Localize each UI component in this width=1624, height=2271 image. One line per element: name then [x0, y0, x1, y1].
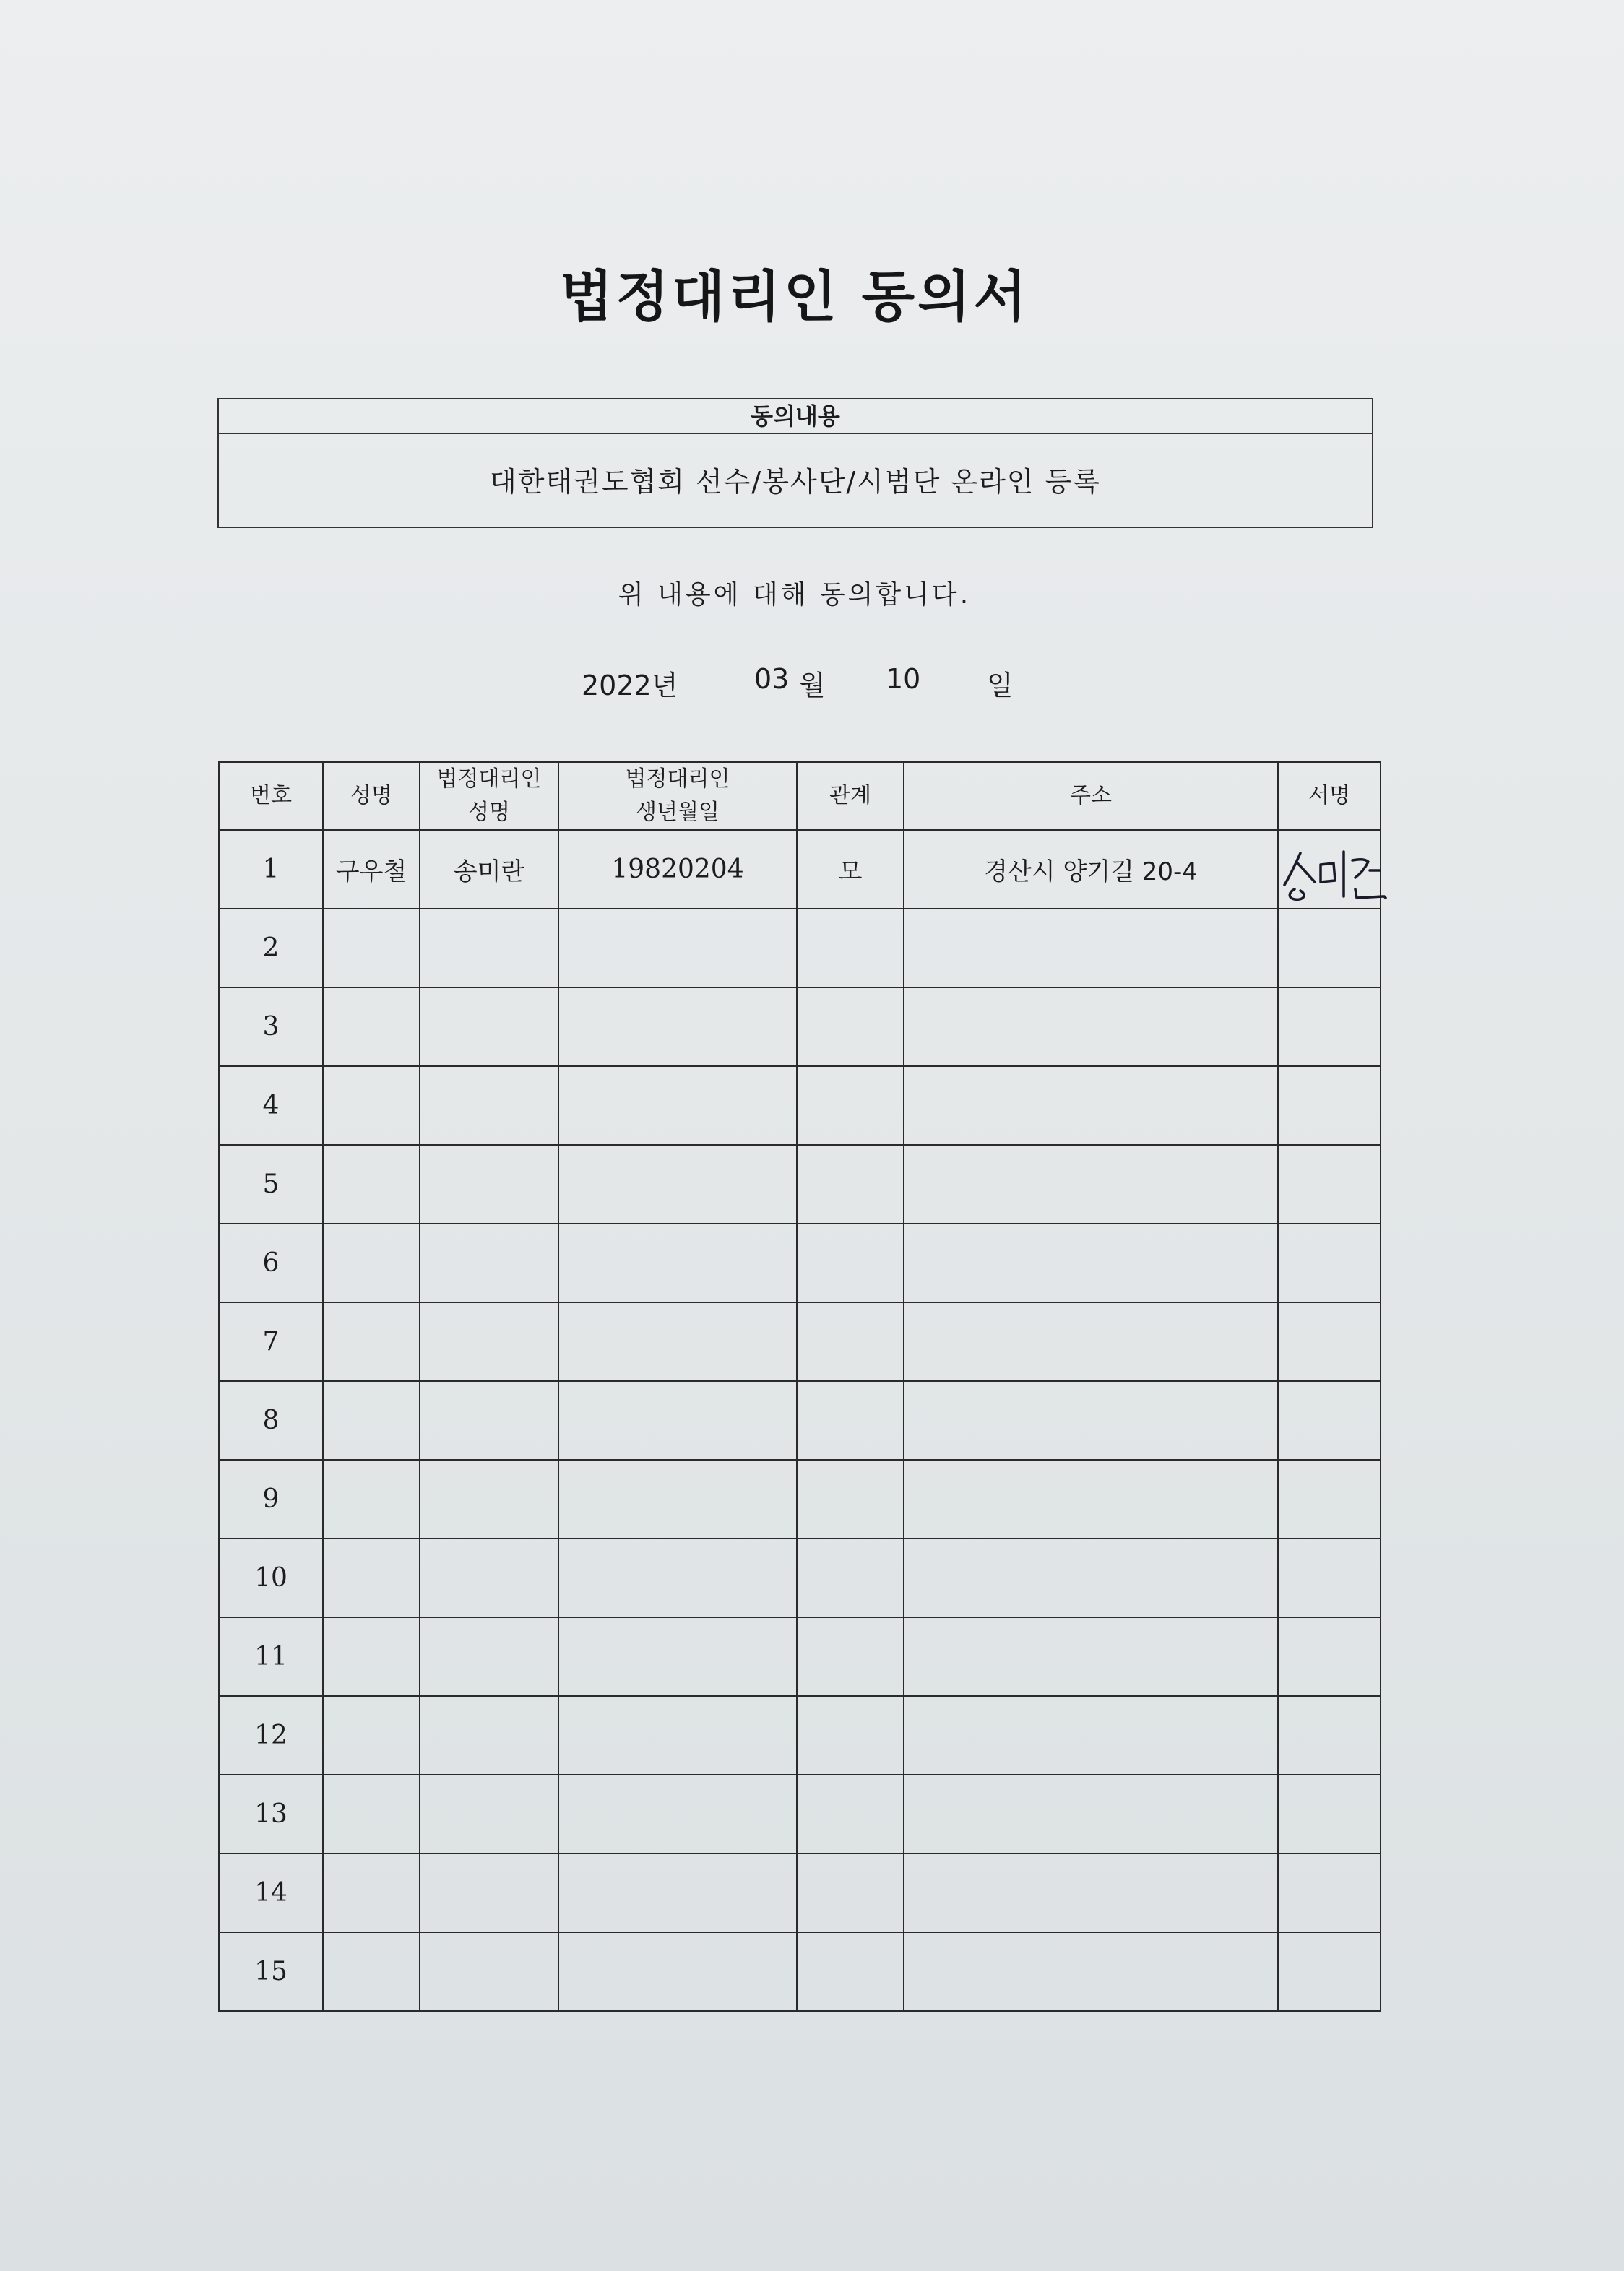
row-relation — [797, 1617, 904, 1696]
row-guardian-name — [420, 1617, 558, 1696]
row-name — [323, 1145, 420, 1224]
row-number: 4 — [219, 1066, 323, 1145]
row-signature — [1278, 1066, 1381, 1145]
row-guardian-birth — [558, 1932, 797, 2011]
row-guardian-birth — [558, 1539, 797, 1617]
row-guardian-name — [420, 909, 558, 987]
header-guardian-name — [420, 762, 558, 830]
row-name — [323, 1066, 420, 1145]
row-relation — [797, 1932, 904, 2011]
row-guardian-name — [420, 1145, 558, 1224]
date-month-value: 03 — [754, 663, 790, 695]
row-name — [323, 1224, 420, 1302]
row-relation — [797, 1460, 904, 1539]
header-address: 주소 — [904, 762, 1278, 830]
row-guardian-birth — [558, 909, 797, 987]
row-signature — [1278, 830, 1381, 909]
row-guardian-birth — [558, 1853, 797, 1932]
row-relation — [797, 1145, 904, 1224]
header-relation: 관계 — [797, 762, 904, 830]
registration-table — [218, 761, 1381, 2012]
table-row — [219, 1381, 1381, 1460]
row-number: 10 — [219, 1539, 323, 1617]
row-name — [323, 1381, 420, 1460]
row-name — [323, 987, 420, 1066]
row-relation — [797, 1302, 904, 1381]
row-address — [904, 1066, 1278, 1145]
row-number: 8 — [219, 1381, 323, 1460]
row-address — [904, 1853, 1278, 1932]
header-guardian-birth-text: 법정대리인 생년월일 — [625, 766, 730, 825]
row-name: 구우철 — [323, 830, 420, 909]
header-guardian-name-text: 법정대리인 성명 — [436, 766, 542, 825]
row-guardian-birth — [558, 1696, 797, 1775]
row-name — [323, 1932, 420, 2011]
date-day-value: 10 — [886, 663, 921, 695]
row-guardian-name — [420, 1696, 558, 1775]
header-guardian-birth — [558, 762, 797, 830]
row-guardian-name — [420, 987, 558, 1066]
row-relation: 모 — [797, 830, 904, 909]
row-relation — [797, 987, 904, 1066]
row-address — [904, 1696, 1278, 1775]
row-relation — [797, 1381, 904, 1460]
row-signature — [1278, 1696, 1381, 1775]
row-guardian-name — [420, 1775, 558, 1853]
row-relation — [797, 1775, 904, 1853]
row-number: 7 — [219, 1302, 323, 1381]
header-number: 번호 — [219, 762, 323, 830]
row-signature — [1278, 1932, 1381, 2011]
row-guardian-name — [420, 1381, 558, 1460]
header-name: 성명 — [323, 762, 420, 830]
row-address — [904, 1302, 1278, 1381]
table-header-row — [219, 762, 1381, 830]
row-relation — [797, 909, 904, 987]
row-signature — [1278, 1224, 1381, 1302]
table-row — [219, 830, 1381, 909]
header-signature: 서명 — [1278, 762, 1381, 830]
row-guardian-name — [420, 1853, 558, 1932]
row-guardian-name — [420, 1460, 558, 1539]
row-guardian-name — [420, 1539, 558, 1617]
row-relation — [797, 1539, 904, 1617]
consent-header: 동의내용 — [219, 399, 1372, 434]
table-row — [219, 1224, 1381, 1302]
row-address — [904, 1617, 1278, 1696]
row-guardian-birth: 19820204 — [558, 830, 797, 909]
row-guardian-birth — [558, 1066, 797, 1145]
row-name — [323, 1696, 420, 1775]
row-guardian-birth — [558, 1224, 797, 1302]
row-signature — [1278, 987, 1381, 1066]
row-number: 15 — [219, 1932, 323, 2011]
document-title: 법정대리인 동의서 — [560, 264, 1029, 329]
row-number: 9 — [219, 1460, 323, 1539]
row-guardian-birth — [558, 1381, 797, 1460]
row-number: 13 — [219, 1775, 323, 1853]
table-row — [219, 1696, 1381, 1775]
row-guardian-birth — [558, 1145, 797, 1224]
row-signature — [1278, 1853, 1381, 1932]
row-guardian-birth — [558, 987, 797, 1066]
row-signature — [1278, 1302, 1381, 1381]
row-signature — [1278, 1381, 1381, 1460]
row-guardian-birth — [558, 1302, 797, 1381]
row-guardian-name: 송미란 — [420, 830, 558, 909]
table-row — [219, 1066, 1381, 1145]
handwritten-signature — [1279, 837, 1387, 902]
row-relation — [797, 1853, 904, 1932]
table-row — [219, 987, 1381, 1066]
row-number: 11 — [219, 1617, 323, 1696]
row-address — [904, 1775, 1278, 1853]
row-address — [904, 1932, 1278, 2011]
row-relation — [797, 1224, 904, 1302]
row-address — [904, 1539, 1278, 1617]
row-number: 2 — [219, 909, 323, 987]
row-guardian-name — [420, 1066, 558, 1145]
row-address — [904, 987, 1278, 1066]
row-guardian-birth — [558, 1460, 797, 1539]
row-signature — [1278, 1539, 1381, 1617]
row-signature — [1278, 909, 1381, 987]
row-name — [323, 1617, 420, 1696]
table-row — [219, 1775, 1381, 1853]
row-relation — [797, 1696, 904, 1775]
row-name — [323, 909, 420, 987]
row-number: 12 — [219, 1696, 323, 1775]
row-address — [904, 1381, 1278, 1460]
row-guardian-name — [420, 1932, 558, 2011]
row-number: 1 — [219, 830, 323, 909]
row-name — [323, 1775, 420, 1853]
date-day-label: 일 — [987, 670, 1014, 701]
row-signature — [1278, 1145, 1381, 1224]
row-guardian-name — [420, 1224, 558, 1302]
row-name — [323, 1853, 420, 1932]
row-address — [904, 909, 1278, 987]
agreement-statement: 위 내용에 대해 동의합니다. — [618, 580, 972, 610]
row-address — [904, 1460, 1278, 1539]
table-row — [219, 1460, 1381, 1539]
row-signature — [1278, 1775, 1381, 1853]
row-name — [323, 1460, 420, 1539]
row-name — [323, 1539, 420, 1617]
consent-content: 대한태권도협회 선수/봉사단/시범단 온라인 등록 — [489, 466, 1101, 498]
table-row — [219, 1932, 1381, 2011]
date-month-label: 월 — [799, 670, 826, 701]
table-row — [219, 1539, 1381, 1617]
table-row — [219, 1617, 1381, 1696]
row-address: 경산시 양기길 20-4 — [904, 830, 1278, 909]
row-guardian-name — [420, 1302, 558, 1381]
row-number: 14 — [219, 1853, 323, 1932]
row-relation — [797, 1066, 904, 1145]
consent-content-box — [217, 398, 1373, 528]
row-address — [904, 1145, 1278, 1224]
row-guardian-birth — [558, 1775, 797, 1853]
row-signature — [1278, 1460, 1381, 1539]
table-row — [219, 1853, 1381, 1932]
row-signature — [1278, 1617, 1381, 1696]
row-number: 5 — [219, 1145, 323, 1224]
row-number: 6 — [219, 1224, 323, 1302]
row-address — [904, 1224, 1278, 1302]
table-row — [219, 1145, 1381, 1224]
row-guardian-birth — [558, 1617, 797, 1696]
date-year: 2022년 — [582, 670, 678, 701]
row-name — [323, 1302, 420, 1381]
table-row — [219, 1302, 1381, 1381]
table-row — [219, 909, 1381, 987]
row-number: 3 — [219, 987, 323, 1066]
